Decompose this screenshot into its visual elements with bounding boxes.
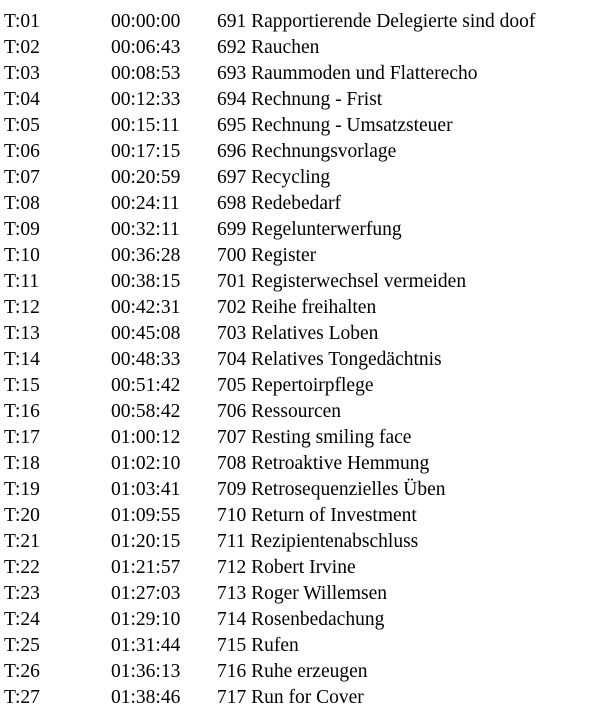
track-list [4, 9, 607, 711]
track-timestamp: 00:58:42 [111, 401, 181, 422]
track-row [4, 165, 607, 191]
track-title: 717 Run for Cover [217, 687, 364, 708]
track-title: 693 Raummoden und Flatterecho [217, 63, 478, 84]
track-row [4, 217, 607, 243]
track-number: T:18 [4, 453, 40, 474]
track-number: T:23 [4, 583, 40, 604]
track-timestamp: 00:32:11 [111, 219, 180, 240]
track-number: T:02 [4, 37, 40, 58]
track-row [4, 139, 607, 165]
track-timestamp: 00:08:53 [111, 63, 181, 84]
track-row [4, 321, 607, 347]
track-timestamp: 00:48:33 [111, 349, 181, 370]
track-timestamp: 00:42:31 [111, 297, 181, 318]
track-timestamp: 00:24:11 [111, 193, 180, 214]
track-title: 705 Repertoirpflege [217, 375, 374, 396]
track-title: 695 Rechnung - Umsatzsteuer [217, 115, 453, 136]
track-title: 715 Rufen [217, 635, 299, 656]
track-number: T:04 [4, 89, 40, 110]
track-title: 709 Retrosequenzielles Üben [217, 479, 446, 500]
track-title: 692 Rauchen [217, 37, 320, 58]
track-title: 708 Retroaktive Hemmung [217, 453, 430, 474]
track-title: 691 Rapportierende Delegierte sind doof [217, 11, 536, 32]
track-title: 700 Register [217, 245, 317, 266]
track-number: T:21 [4, 531, 40, 552]
track-number: T:08 [4, 193, 40, 214]
track-row [4, 633, 607, 659]
track-row [4, 87, 607, 113]
track-timestamp: 01:36:13 [111, 661, 181, 682]
track-number: T:17 [4, 427, 40, 448]
track-timestamp: 00:20:59 [111, 167, 181, 188]
track-number: T:10 [4, 245, 40, 266]
track-title: 696 Rechnungsvorlage [217, 141, 397, 162]
track-title: 698 Redebedarf [217, 193, 341, 214]
track-number: T:20 [4, 505, 40, 526]
track-title: 711 Rezipientenabschluss [217, 531, 419, 552]
track-title: 702 Reihe freihalten [217, 297, 377, 318]
track-timestamp: 00:00:00 [111, 11, 181, 32]
track-timestamp: 00:51:42 [111, 375, 181, 396]
track-number: T:25 [4, 635, 40, 656]
track-number: T:15 [4, 375, 40, 396]
track-title: 703 Relatives Loben [217, 323, 379, 344]
track-timestamp: 01:02:10 [111, 453, 181, 474]
track-row [4, 425, 607, 451]
track-title: 697 Recycling [217, 167, 331, 188]
track-number: T:03 [4, 63, 40, 84]
track-number: T:11 [4, 271, 40, 292]
track-title: 701 Registerwechsel vermeiden [217, 271, 467, 292]
track-row [4, 35, 607, 61]
track-row [4, 451, 607, 477]
track-title: 699 Regelunterwerfung [217, 219, 402, 240]
track-timestamp: 01:20:15 [111, 531, 181, 552]
track-title: 707 Resting smiling face [217, 427, 412, 448]
track-number: T:09 [4, 219, 40, 240]
track-timestamp: 01:21:57 [111, 557, 181, 578]
track-row [4, 243, 607, 269]
track-timestamp: 00:12:33 [111, 89, 181, 110]
track-timestamp: 00:36:28 [111, 245, 181, 266]
track-title: 704 Relatives Tongedächtnis [217, 349, 442, 370]
track-row [4, 61, 607, 87]
track-row [4, 529, 607, 555]
track-row [4, 347, 607, 373]
track-timestamp: 01:00:12 [111, 427, 181, 448]
track-timestamp: 01:38:46 [111, 687, 181, 708]
track-row [4, 659, 607, 685]
track-number: T:14 [4, 349, 40, 370]
track-number: T:24 [4, 609, 40, 630]
track-title: 710 Return of Investment [217, 505, 417, 526]
track-row [4, 581, 607, 607]
track-timestamp: 01:03:41 [111, 479, 181, 500]
track-number: T:27 [4, 687, 40, 708]
track-row [4, 295, 607, 321]
track-row [4, 477, 607, 503]
track-number: T:01 [4, 11, 40, 32]
track-number: T:05 [4, 115, 40, 136]
track-title: 714 Rosenbedachung [217, 609, 385, 630]
track-timestamp: 00:17:15 [111, 141, 181, 162]
track-number: T:13 [4, 323, 40, 344]
track-row [4, 685, 607, 711]
track-number: T:06 [4, 141, 40, 162]
track-number: T:07 [4, 167, 40, 188]
track-row [4, 503, 607, 529]
track-title: 706 Ressourcen [217, 401, 342, 422]
track-number: T:26 [4, 661, 40, 682]
track-timestamp: 00:15:11 [111, 115, 180, 136]
track-row [4, 399, 607, 425]
track-timestamp: 01:29:10 [111, 609, 181, 630]
track-number: T:19 [4, 479, 40, 500]
track-row [4, 607, 607, 633]
track-row [4, 555, 607, 581]
track-number: T:22 [4, 557, 40, 578]
track-row [4, 113, 607, 139]
track-timestamp: 01:27:03 [111, 583, 181, 604]
track-row [4, 373, 607, 399]
track-number: T:12 [4, 297, 40, 318]
track-row [4, 269, 607, 295]
track-timestamp: 01:31:44 [111, 635, 181, 656]
track-title: 694 Rechnung - Frist [217, 89, 383, 110]
track-timestamp: 01:09:55 [111, 505, 181, 526]
track-row [4, 9, 607, 35]
track-number: T:16 [4, 401, 40, 422]
track-timestamp: 00:38:15 [111, 271, 181, 292]
track-timestamp: 00:06:43 [111, 37, 181, 58]
track-timestamp: 00:45:08 [111, 323, 181, 344]
track-title: 713 Roger Willemsen [217, 583, 387, 604]
track-row [4, 191, 607, 217]
track-title: 712 Robert Irvine [217, 557, 356, 578]
track-title: 716 Ruhe erzeugen [217, 661, 368, 682]
